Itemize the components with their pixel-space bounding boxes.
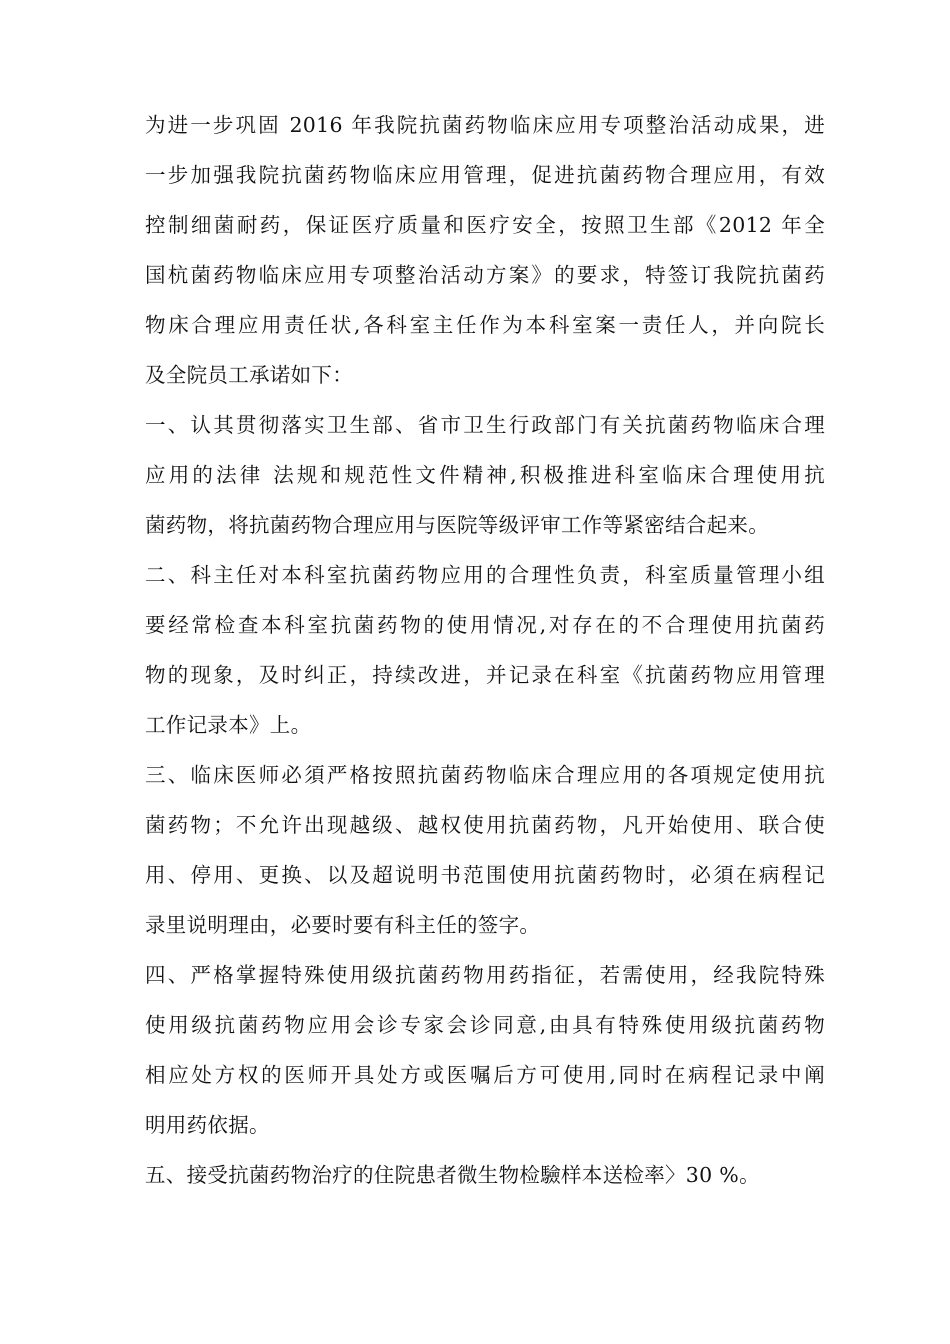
text-line: 应用的法律 法规和规范性文件精神,积极推进科室临床合理使用抗 (145, 463, 825, 487)
paragraph-item-3 (145, 750, 825, 950)
text-line: 菌药物，将抗菌药物合理应用与医院等级评审工作等紧密结合起来。 (145, 513, 769, 537)
text-line: 三、临床医师必須严格按照抗菌药物临床合理应用的各項规定使用抗 (145, 763, 825, 787)
paragraph-item-4 (145, 950, 825, 1150)
text-line: 一、认其贯彻落实卫生部、省市卫生行政部门有关抗菌药物临床合理 (145, 413, 825, 437)
text-line: 要经常检查本科室抗菌药物的使用情况,对存在的不合理使用抗菌药 (145, 613, 825, 637)
text-line: 一步加强我院抗菌药物临床应用管理，促进抗菌药物合理应用，有效 (145, 163, 825, 187)
paragraph-item-5 (145, 1150, 825, 1200)
text-line: 用、停用、更换、以及超说明书范围使用抗菌药物时，必須在病程记 (145, 863, 825, 887)
text-line: 及全院员工承诺如下： (145, 363, 353, 387)
text-line: 为进一步巩固 2016 年我院抗菌药物临床应用专项整治活动成果，进 (145, 113, 825, 137)
text-line: 菌药物；不允许出现越级、越权使用抗菌药物，凡开始使用、联合使 (145, 813, 825, 837)
text-line: 五、接受抗菌药物治疗的住院患者微生物检驗样本送检率〉30 %。 (145, 1163, 760, 1187)
paragraph-item-1 (145, 400, 825, 550)
text-line: 四、严格掌握特殊使用级抗菌药物用药指征，若需使用，经我院特殊 (145, 963, 825, 987)
text-line: 相应处方权的医师开具处方或医嘱后方可使用,同时在病程记录中阐 (145, 1063, 825, 1087)
document-body (145, 100, 825, 1200)
paragraph-item-2 (145, 550, 825, 750)
paragraph-intro (145, 100, 825, 400)
text-line: 二、科主任对本科室抗菌药物应用的合理性负责，科室质量管理小组 (145, 563, 825, 587)
text-line: 物床合理应用责任状,各科室主任作为本科室案一责任人，并向院长 (145, 313, 825, 337)
text-line: 控制细菌耐药，保证医疗质量和医疗安全，按照卫生部《2012 年全 (145, 213, 825, 237)
text-line: 国杭菌药物临床应用专项整治活动方案》的要求，特签订我院抗菌药 (145, 263, 825, 287)
text-line: 物的现象，及时纠正，持续改进，并记录在科室《抗菌药物应用管理 (145, 663, 825, 687)
text-line: 使用级抗菌药物应用会诊专家会诊同意,由具有特殊使用级抗菌药物 (145, 1013, 825, 1037)
text-line: 工作记录本》上。 (145, 713, 312, 737)
text-line: 录里说明理由，必要时要有科主任的签字。 (145, 913, 541, 937)
text-line: 明用药依据。 (145, 1113, 270, 1137)
